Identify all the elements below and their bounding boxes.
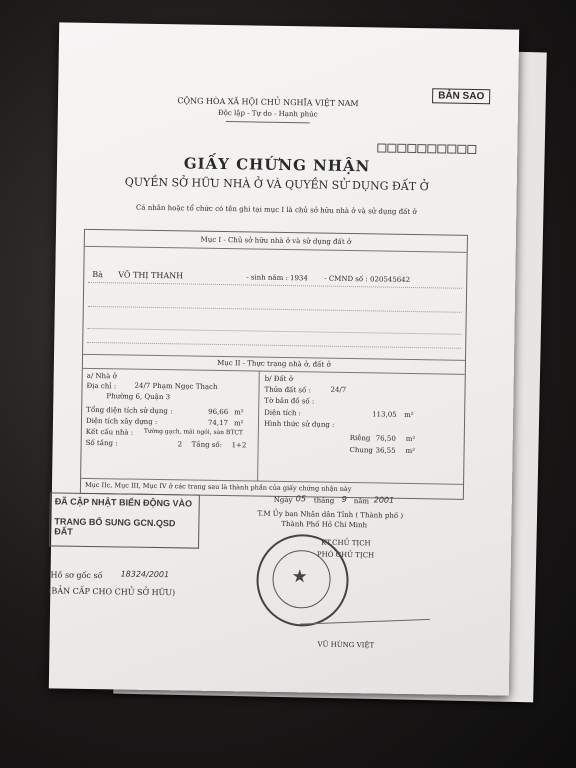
total-area-unit: m²: [234, 408, 244, 417]
built-area-value: 74,17: [207, 418, 229, 428]
stamp-line1: ĐÃ CẬP NHẬT BIẾN ĐỘNG VÀO: [54, 496, 193, 509]
section2-heading: Mục II - Thực trạng nhà ở, đất ở: [217, 358, 331, 369]
floors-label: Số tầng :: [85, 438, 118, 448]
authority-line1: T.M Ủy ban Nhân dân Tỉnh ( Thành phố ): [257, 509, 404, 520]
document-subtitle: QUYỀN SỞ HỮU NHÀ Ở VÀ QUYỀN SỬ DỤNG ĐẤT Ở: [124, 175, 429, 194]
address-value: 24/7 Phạm Ngọc Thạch: [134, 381, 218, 391]
ownership-note: Cá nhân hoặc tổ chức có tên ghi tại mục I là chủ sở hữu nhà ở và sử dụng đất ở: [135, 203, 417, 217]
certificate-table: [80, 229, 468, 500]
stamp-line2: TRANG BỔ SUNG GCN.QSD ĐẤT: [54, 516, 176, 537]
record-value: 18324/2001: [120, 569, 170, 580]
certificate-document: [49, 22, 519, 695]
star-icon: ★: [291, 566, 308, 588]
address-value-2: Phường 6, Quận 3: [106, 392, 171, 402]
private-label: Riêng: [349, 434, 371, 443]
signer-name: VŨ HÙNG VIỆT: [317, 640, 375, 650]
structure-value: Tường gạch, mái ngói, sàn BTCT: [143, 427, 244, 437]
seal-text-2: PHÓ CHỦ TỊCH: [316, 550, 375, 560]
land-area-value: 113,05: [372, 410, 397, 419]
plot-value: 24/7: [330, 385, 347, 394]
section1-heading: Mục I - Chủ sở hữu nhà ở và sử dụng đất ở: [200, 235, 352, 247]
authority-line2: Thành Phố Hồ Chí Minh: [281, 519, 368, 530]
date-month: 9: [341, 494, 347, 505]
ban-sao-stamp: BẢN SAO: [432, 88, 490, 104]
land-heading: b/ Đất ở: [264, 374, 294, 384]
document-title: GIẤY CHỨNG NHẬN: [183, 154, 371, 176]
owner-prefix: Bà: [92, 269, 104, 280]
shared-value: 36,55: [375, 446, 396, 455]
date-day: 05: [295, 494, 307, 504]
motto-underline: [226, 121, 310, 123]
birth-year: - sinh năm : 1934: [246, 273, 308, 283]
republic-header: CỘNG HÒA XÃ HỘI CHỦ NGHĨA VIỆT NAM: [177, 96, 359, 109]
built-area-label: Diện tích xây dựng :: [85, 416, 158, 427]
built-area-unit: m²: [233, 419, 244, 428]
land-area-unit: m²: [404, 410, 414, 420]
motto: Độc lập - Tự do - Hạnh phúc: [217, 108, 318, 119]
address-label: Địa chỉ :: [86, 381, 117, 391]
usage-label: Hình thức sử dụng :: [263, 419, 335, 429]
floors-value: 2: [177, 440, 183, 449]
record-label: Hồ sơ gốc số: [50, 570, 103, 581]
date-day-label: Ngày: [273, 495, 293, 505]
date-month-label: tháng: [313, 496, 335, 505]
total-area-label: Tổng diện tích sử dụng :: [86, 405, 173, 416]
id-number: - CMND số : 020545642: [324, 274, 411, 284]
total-floors-value: 1+2: [231, 441, 247, 450]
official-seal: [256, 534, 349, 627]
owner-name: VÕ THỊ THANH: [118, 270, 184, 281]
private-value: 76,50: [375, 434, 396, 443]
seal-text-1: KT.CHỦ TỊCH: [321, 538, 371, 548]
date-year-label: năm: [353, 497, 370, 506]
house-heading: a/ Nhà ở: [86, 371, 117, 381]
total-area-value: 96,66: [208, 407, 229, 417]
private-unit: m²: [405, 434, 416, 444]
total-floors-label: Tầng số:: [191, 440, 223, 450]
structure-label: Kết cấu nhà :: [85, 427, 134, 437]
date-year: 2001: [373, 495, 395, 505]
update-stamp: [49, 492, 200, 548]
plot-label: Thửa đất số :: [264, 385, 311, 395]
land-area-label: Diện tích :: [264, 408, 302, 418]
map-label: Tờ bản đồ số :: [264, 396, 315, 406]
serial-boxes: [377, 143, 477, 154]
footer-note: Mục IIc, Mục III, Mục IV ở các trang sau là thành phần của giấy chứng nhận này: [84, 480, 352, 494]
shared-label: Chung: [349, 446, 374, 455]
shared-unit: m²: [405, 446, 416, 456]
issued-note: (BẢN CẤP CHO CHỦ SỞ HỮU): [48, 586, 176, 598]
